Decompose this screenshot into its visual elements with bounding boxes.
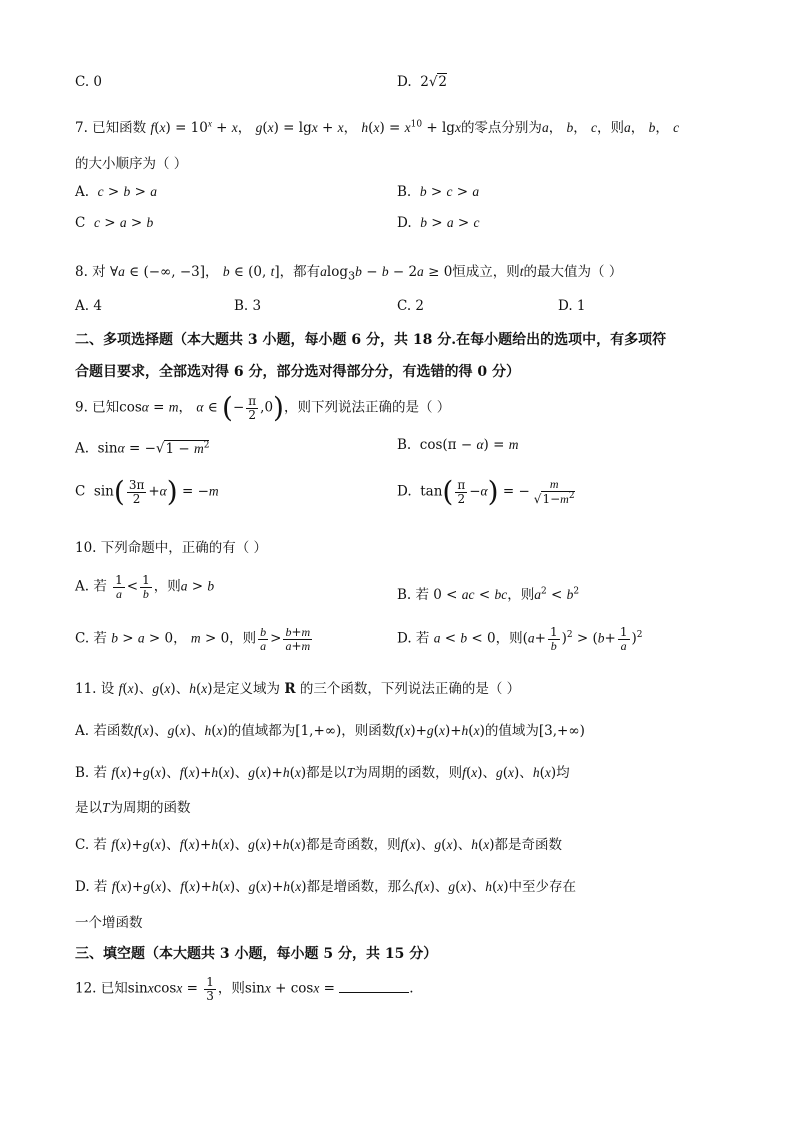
q7-option-b: B. b > c > a (397, 184, 480, 200)
q11-option-b: B. 若 f(x)+g(x)、f(x)+h(x)、g(x)+h(x)都是以T为周期的函数，则f(x)、g(x)、h(x)均 (75, 765, 570, 781)
q7-stem: 7. 已知函数 $f(x) = 10^x + x$， g(x) = lgx + x， $h(x) = x^{10} + \lg x$的零点分别为a， b， c，则a， b， c (75, 118, 680, 136)
q11-stem: 11. 设 f(x)、g(x)、h(x)是定义域为 R 的三个函数，下列说法正确的是（ ） (75, 681, 521, 697)
q9-option-c: C sin( $\frac{3\pi}{2}$ +α) = −m (75, 475, 219, 508)
section3-heading: 三、填空题（本大题共 3 小题，每小题 5 分，共 15 分） (75, 946, 438, 962)
q7-option-a: A. c > b > a (75, 184, 157, 200)
q7-option-c: C c > a > b (75, 215, 154, 231)
q12-stem: 12. 已知sinxcosx = $\frac{1}{3}$ ，则sinx + cosx = . (75, 975, 414, 1003)
q8-option-d: D. 1 (558, 298, 586, 314)
q11-option-a: A. 若函数f(x)、g(x)、h(x)的值域都为[1,+∞)，则函数f(x)+g(x)+h(x)的值域为[3,+∞) (75, 723, 585, 739)
q8-option-a: A. 4 (75, 298, 102, 314)
q9-stem: 9. 已知cosα = m， α ∈ (− $\frac{\pi}{2}$ ,0)，则下列说法正确的是（ ） (75, 391, 451, 424)
q11-option-d-line2: 一个增函数 (75, 915, 143, 931)
q11-option-d: D. 若 f(x)+g(x)、f(x)+h(x)、g(x)+h(x)都是增函数，那么f(x)、g(x)、h(x)中至少存在 (75, 879, 577, 895)
q7-stem-line2: 的大小顺序为（ ） (75, 156, 188, 172)
q7-option-d: D. b > a > c (397, 215, 480, 231)
section2-heading-line2: 合题目要求，全部选对得 6 分，部分选对得部分分，有选错的得 0 分） (75, 364, 520, 380)
section2-heading-line1: 二、多项选择题（本大题共 3 小题，每小题 6 分，共 18 分.在每小题给出的选项中，有多项符 (75, 332, 667, 348)
q9-option-d: D. tan( $\frac{\pi}{2}$ −α) = − $\frac{m}{√1-m^2}$ (397, 475, 575, 508)
q8-option-b: B. 3 (234, 298, 262, 314)
q9-option-b: B. cos(π − α) = m (397, 437, 519, 453)
answer-blank[interactable] (339, 980, 409, 993)
q10-option-b: B. 若 0 < ac < bc，则$a^2 < b^2$ (397, 586, 580, 603)
q11-option-c: C. 若 f(x)+g(x)、f(x)+h(x)、g(x)+h(x)都是奇函数，则f(x)、g(x)、h(x)都是奇函数 (75, 837, 563, 853)
q6-option-d: D. 2√2 (397, 74, 448, 90)
q11-option-b-line2: 是以T为周期的函数 (75, 800, 191, 816)
q10-option-a: A. 若 $\frac{1}{a}$ < $\frac{1}{b}$ ，则a > b (75, 573, 215, 601)
q10-option-d: D. 若 a < b < 0，则(a+ $\frac{1}{b}$ )$^2$ > (b+ $\frac{1}{a}$ )$^2$ (397, 625, 643, 653)
q6-option-c: C. 0 (75, 74, 103, 90)
q8-stem: 8. 对 ∀a ∈ (−∞, −3]， b ∈ (0, t]，都有alog$_3$b − b − 2a ≥ 0恒成立，则t的最大值为（ ） (75, 264, 623, 283)
q10-option-c: C. 若 b > a > 0， m > 0，则 $\frac{b}{a}$ > $\frac{b+m}{a+m}$ (75, 625, 311, 653)
q9-option-a: A. $\sin\alpha = -√1 - m^2$ (75, 440, 210, 457)
q8-option-c: C. 2 (397, 298, 425, 314)
q10-stem: 10. 下列命题中，正确的有（ ） (75, 540, 268, 556)
